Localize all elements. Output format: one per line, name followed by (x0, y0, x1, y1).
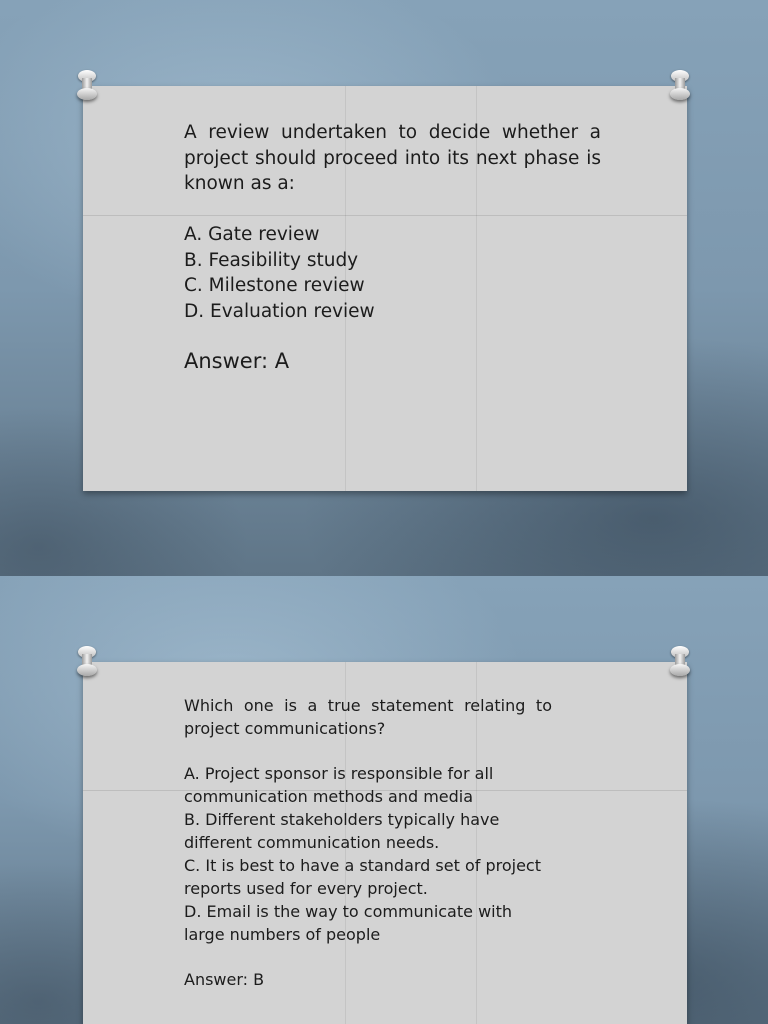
question-text: A review undertaken to decide whether a project should proceed into its next phase is known as a: (184, 122, 601, 194)
options-list (184, 222, 375, 324)
question-card-2 (83, 662, 687, 1024)
option-line: D. Email is the way to communicate with (184, 902, 513, 921)
option-item: A. Gate review (184, 224, 320, 245)
pushpin-icon (75, 70, 99, 102)
answer-text: Answer: A (184, 349, 290, 373)
option-line: different communication needs. (184, 833, 440, 852)
pushpin-icon (668, 70, 692, 102)
pushpin-icon (75, 646, 99, 678)
options-list (184, 762, 564, 946)
option-item: C. Milestone review (184, 275, 365, 296)
answer-text: Answer: B (184, 970, 265, 989)
slide-2 (0, 576, 768, 1024)
pushpin-icon (668, 646, 692, 678)
option-line: B. Different stakeholders typically have (184, 810, 500, 829)
option-line: C. It is best to have a standard set of project (184, 856, 541, 875)
option-line: communication methods and media (184, 787, 474, 806)
question-text: Which one is a true statement relating to project communications? (184, 696, 552, 738)
grid-line (83, 215, 687, 216)
option-line: reports used for every project. (184, 879, 428, 898)
option-line: large numbers of people (184, 925, 381, 944)
option-line: A. Project sponsor is responsible for all (184, 764, 494, 783)
option-item: B. Feasibility study (184, 249, 359, 271)
question-card-1 (83, 86, 687, 491)
option-item: D. Evaluation review (184, 300, 375, 322)
